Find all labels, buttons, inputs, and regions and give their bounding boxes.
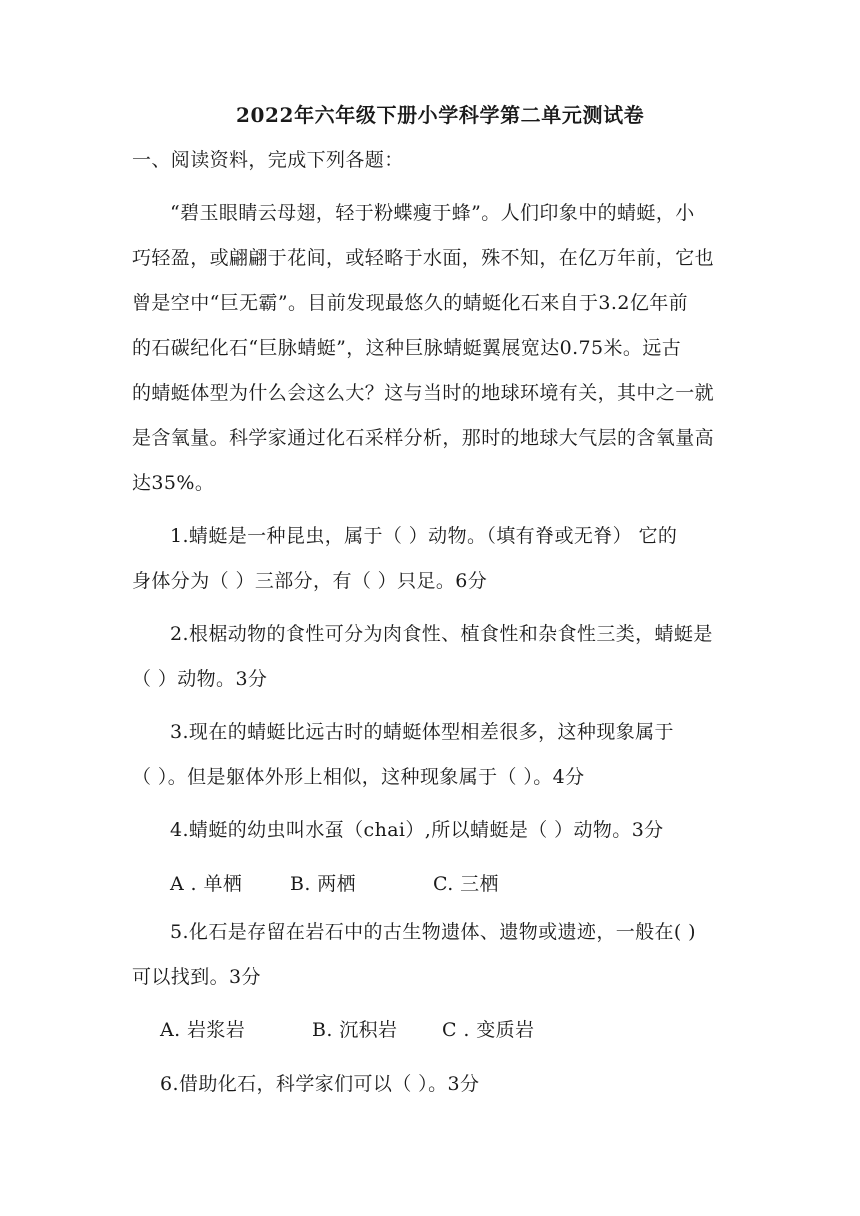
question-4-option-a: A . 单栖	[170, 873, 243, 895]
passage-line: 曾是空中“巨无霸”。目前发现最悠久的蜻蜓化石来自于3.2亿年前	[132, 292, 689, 314]
question-4-option-c: C. 三栖	[433, 873, 499, 895]
passage-line: 达35%。	[132, 472, 215, 494]
passage-line: 的蜻蜓体型为什么会这么大？这与当时的地球环境有关，其中之一就	[132, 382, 715, 404]
passage-line: 的石碳纪化石“巨脉蜻蜓”，这种巨脉蜻蜓翼展宽达0.75米。远古	[132, 337, 682, 359]
question-6: 6.借助化石，科学家们可以（ ）。3分	[160, 1073, 480, 1095]
passage-line: 是含氧量。科学家通过化石采样分析，那时的地球大气层的含氧量高	[132, 427, 715, 449]
question-2-line: （ ）动物。3分	[132, 668, 268, 690]
question-1-line: 身体分为（ ）三部分，有（ ）只足。6分	[132, 570, 488, 592]
question-2-line: 2.根椐动物的食性可分为肉食性、植食性和杂食性三类，蜻蜓是	[170, 623, 713, 645]
question-5-option-c: C . 变质岩	[442, 1019, 535, 1041]
question-5-option-a: A. 岩浆岩	[160, 1019, 246, 1041]
question-5-line: 可以找到。3分	[132, 966, 261, 988]
question-3-line: 3.现在的蜻蜓比远古时的蜻蜓体型相差很多，这种现象属于	[170, 721, 674, 743]
question-3-line: （ ）。但是躯体外形上相似，这种现象属于（ ）。4分	[132, 766, 585, 788]
question-1-line: 1.蜻蜓是一种昆虫，属于（ ）动物。（填有脊或无脊） 它的	[170, 525, 678, 547]
page-title: 2022年六年级下册小学科学第二单元测试卷	[236, 103, 645, 127]
question-5-line: 5.化石是存留在岩石中的古生物遗体、遗物或遗迹，一般在( )	[170, 921, 696, 943]
question-4: 4.蜻蜓的幼虫叫水虿（chai）,所以蜻蜓是（ ）动物。3分	[170, 819, 664, 841]
question-4-option-b: B. 两栖	[290, 873, 357, 895]
question-5-option-b: B. 沉积岩	[312, 1019, 398, 1041]
section-heading: 一、阅读资料，完成下列各题：	[132, 149, 404, 171]
passage-line: “碧玉眼睛云母翅，轻于粉蝶瘦于蜂”。人们印象中的蜻蜓，小	[170, 202, 695, 224]
passage-line: 巧轻盈，或翩翩于花间，或轻略于水面，殊不知，在亿万年前，它也	[132, 247, 715, 269]
